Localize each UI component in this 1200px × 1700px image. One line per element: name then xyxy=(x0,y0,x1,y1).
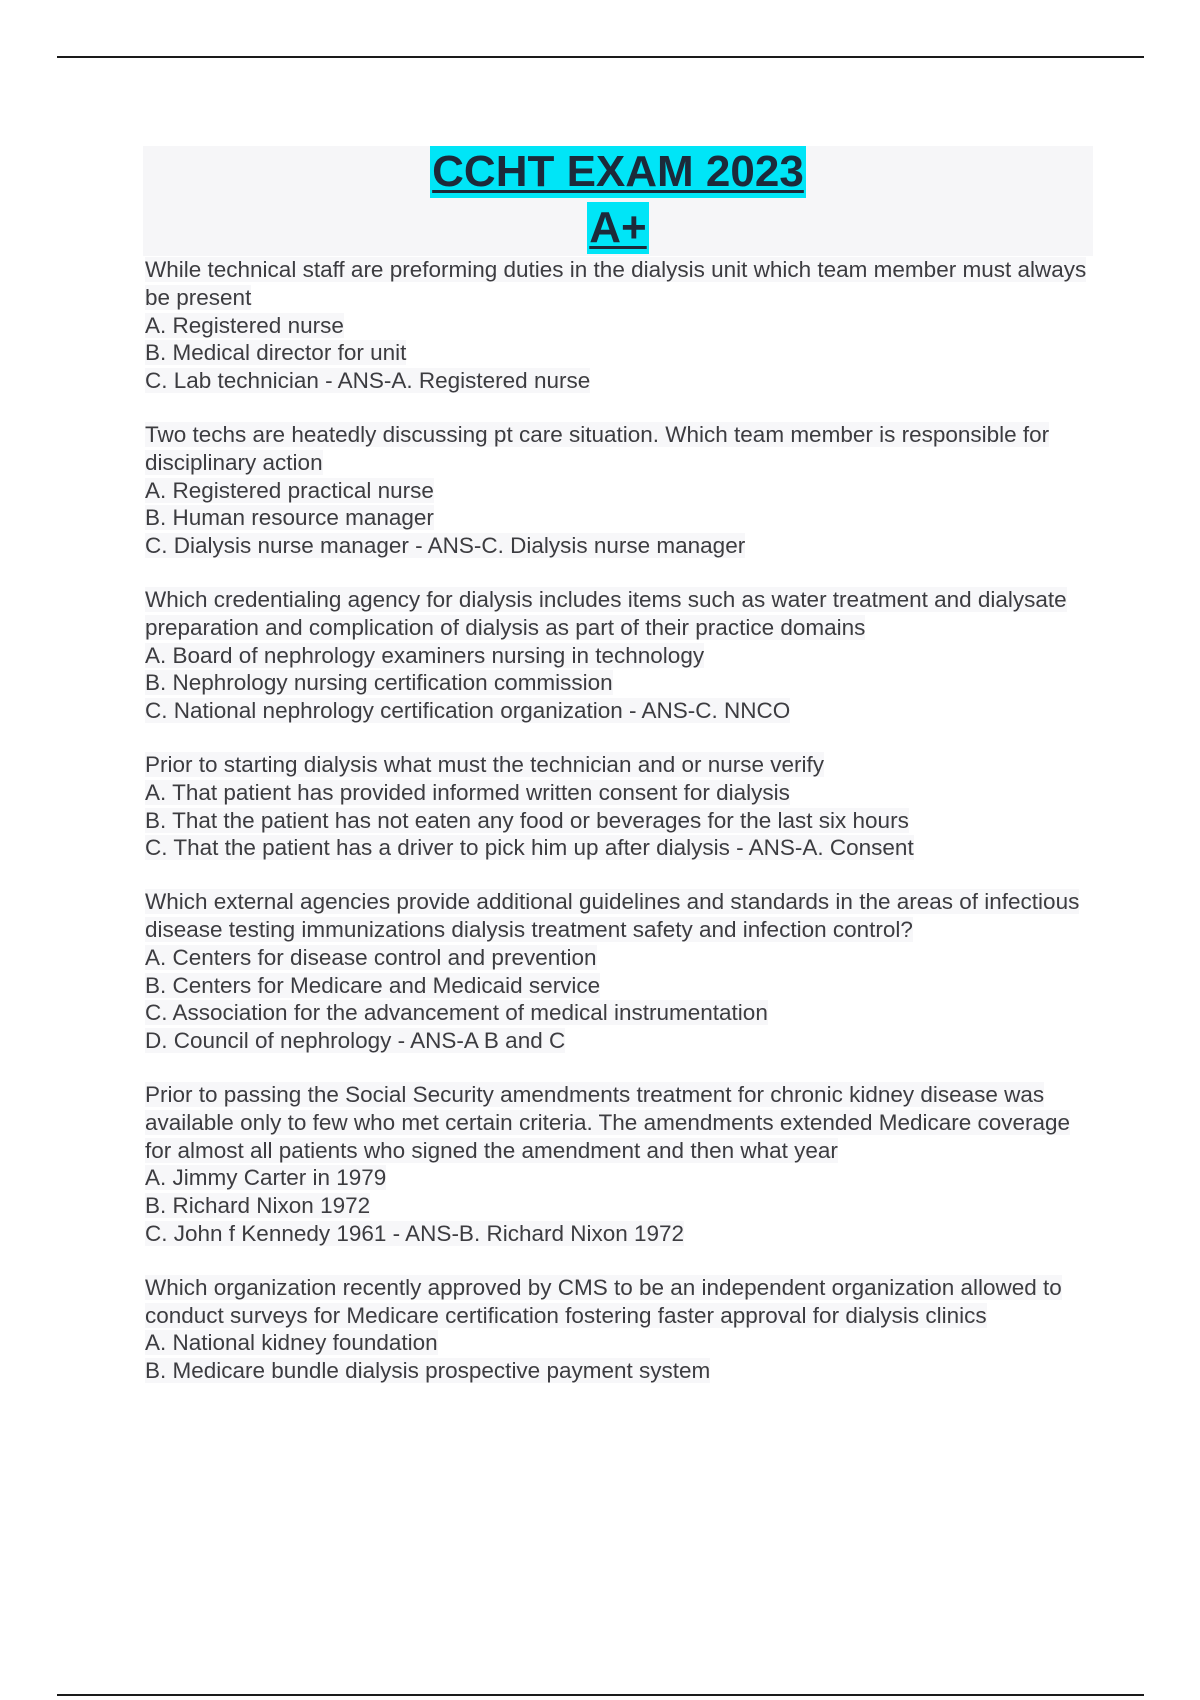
answer-option-with-key: D. Council of nephrology - ANS-A B and C xyxy=(145,1028,566,1054)
question-text: Prior to passing the Social Security amendments treatment for chronic kidney disease was available only to few who met certain criteria. The amendments extended Medicare coverage for almost all patients who signed the amendment and then what year xyxy=(145,1081,1071,1163)
answer-option: A. Centers for disease control and prevention xyxy=(145,944,597,970)
answer-option: A. Board of nephrology examiners nursing in technology xyxy=(145,642,705,668)
answer-option-with-key: C. Lab technician - ANS-A. Registered nurse xyxy=(145,368,591,394)
answer-option: A. Registered nurse xyxy=(145,312,344,338)
answer-option-with-key: C. National nephrology certification organization - ANS-C. NNCO xyxy=(145,698,791,724)
question-text: Two techs are heatedly discussing pt care situation. Which team member is responsible for disciplinary action xyxy=(145,421,1050,475)
answer-option: A. That patient has provided informed written consent for dialysis xyxy=(145,779,790,805)
question-block-3 xyxy=(145,586,1095,725)
answer-option: B. Centers for Medicare and Medicaid service xyxy=(145,972,601,998)
question-block-5 xyxy=(145,888,1095,1055)
answer-option-with-key: C. That the patient has a driver to pick him up after dialysis - ANS-A. Consent xyxy=(145,835,914,861)
answer-option: B. Nephrology nursing certification commission xyxy=(145,670,613,696)
document-title: CCHT EXAM 2023 xyxy=(432,147,804,196)
question-block-1 xyxy=(145,256,1095,395)
answer-option: A. National kidney foundation xyxy=(145,1330,438,1356)
answer-option: A. Jimmy Carter in 1979 xyxy=(145,1165,387,1191)
question-text: Prior to starting dialysis what must the technician and or nurse verify xyxy=(145,751,825,777)
question-block-7 xyxy=(145,1274,1095,1385)
title-block xyxy=(143,146,1093,256)
answer-option: B. Medical director for unit xyxy=(145,340,407,366)
document-grade: A+ xyxy=(589,203,647,252)
answer-option: C. Association for the advancement of medical instrumentation xyxy=(145,1000,768,1026)
question-block-6 xyxy=(145,1081,1095,1248)
question-text: While technical staff are preforming duties in the dialysis unit which team member must always be present xyxy=(145,257,1087,310)
question-list xyxy=(145,256,1095,1411)
bottom-rule xyxy=(57,1694,1144,1696)
answer-option-with-key: C. John f Kennedy 1961 - ANS-B. Richard Nixon 1972 xyxy=(145,1220,685,1246)
answer-option: B. Richard Nixon 1972 xyxy=(145,1193,371,1219)
top-rule xyxy=(57,56,1144,58)
answer-option: B. Medicare bundle dialysis prospective payment system xyxy=(145,1358,711,1384)
answer-option: A. Registered practical nurse xyxy=(145,477,434,503)
answer-option: B. That the patient has not eaten any food or beverages for the last six hours xyxy=(145,807,909,833)
question-text: Which organization recently approved by CMS to be an independent organization allowed to conduct surveys for Medicare certification fostering faster approval for dialysis clinics xyxy=(145,1274,1062,1328)
answer-option-with-key: C. Dialysis nurse manager - ANS-C. Dialysis nurse manager xyxy=(145,533,746,559)
question-text: Which external agencies provide additional guidelines and standards in the areas of infectious disease testing immunizations dialysis treatment safety and infection control? xyxy=(145,889,1080,942)
question-text: Which credentialing agency for dialysis includes items such as water treatment and dialysate preparation and complication of dialysis as part of their practice domains xyxy=(145,586,1067,640)
question-block-4 xyxy=(145,751,1095,862)
answer-option: B. Human resource manager xyxy=(145,505,434,531)
question-block-2 xyxy=(145,421,1095,560)
